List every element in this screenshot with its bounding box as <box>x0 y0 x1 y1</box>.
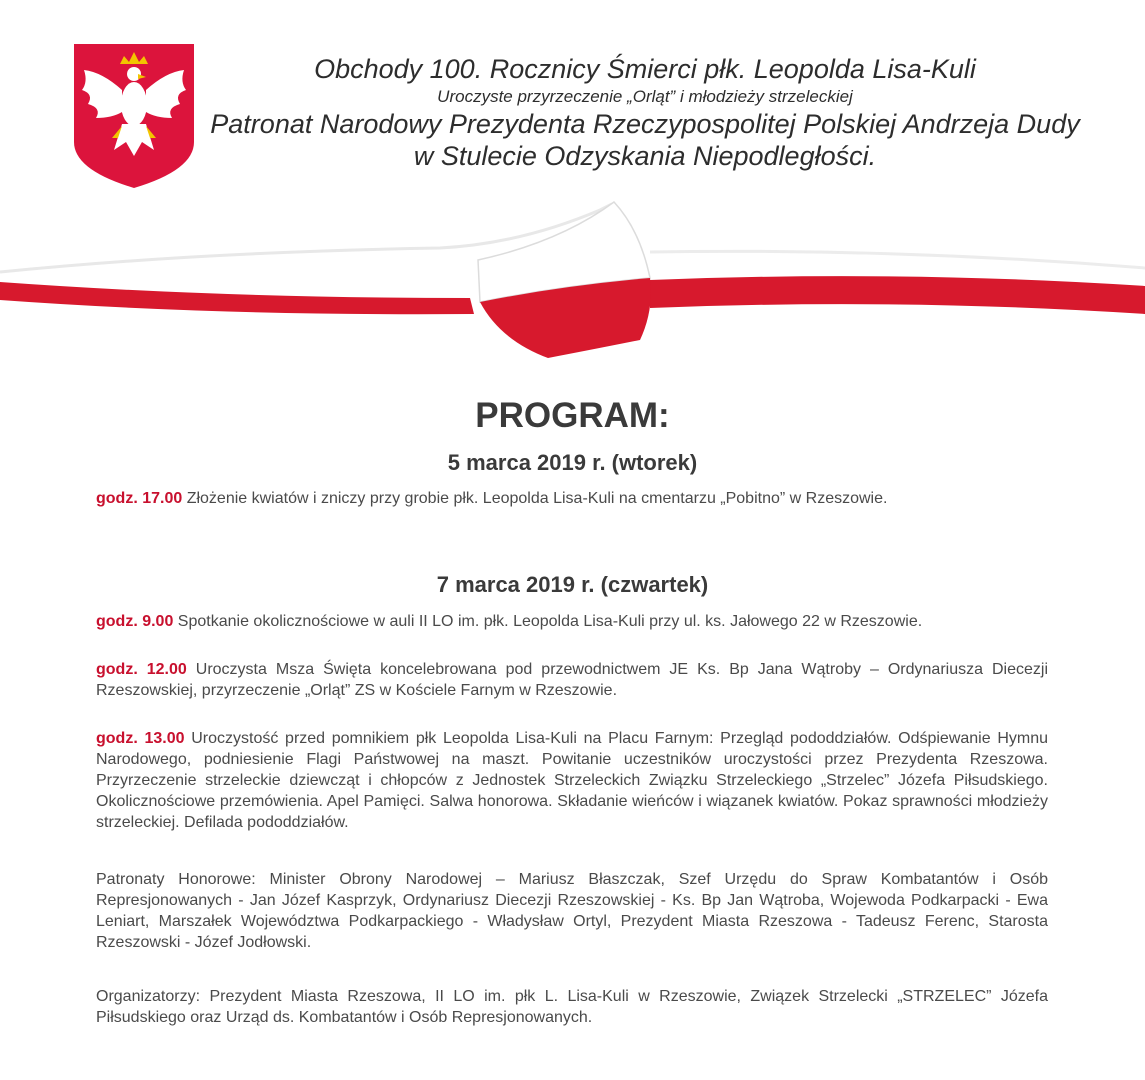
flag-ribbon-graphic <box>0 190 1145 380</box>
event-item <box>96 659 1048 701</box>
event-time: godz. 17.00 <box>96 490 183 507</box>
event-time: godz. 9.00 <box>96 613 174 630</box>
header-title: Obchody 100. Rocznicy Śmierci płk. Leopolda Lisa-Kuli <box>314 54 976 84</box>
polish-eagle-emblem-icon <box>72 42 196 190</box>
header-centenary: w Stulecie Odzyskania Niepodległości. <box>413 141 877 171</box>
event-time: godz. 12.00 <box>96 661 187 678</box>
organizers: Organizatorzy: Prezydent Miasta Rzeszowa, II LO im. płk L. Lisa-Kuli w Rzeszowie, Związek Strzelecki „STRZELEC” Józefa Piłsudskiego oraz Urząd ds. Kombatantów i Osób Represjonowanych. <box>96 988 1048 1026</box>
header-subtitle: Uroczyste przyrzeczenie „Orląt” i młodzieży strzeleckiej <box>437 87 853 106</box>
event-header <box>200 52 1090 172</box>
event-description: Uroczysta Msza Święta koncelebrowana pod przewodnictwem JE Ks. Bp Jana Wątroby – Ordynariusza Diecezji Rzeszowskiej, przyrzeczenie „Orląt” ZS w Kościele Farnym w Rzeszowie. <box>96 661 1049 699</box>
day-1-title: 5 marca 2019 r. (wtorek) <box>447 450 698 475</box>
event-item <box>96 488 1048 509</box>
event-item <box>96 728 1048 833</box>
event-description: Spotkanie okolicznościowe w auli II LO im. płk. Leopolda Lisa-Kuli przy ul. ks. Jałowego 22 w Rzeszowie. <box>173 613 923 630</box>
event-description: Złożenie kwiatów i zniczy przy grobie płk. Leopolda Lisa-Kuli na cmentarzu „Pobitno” w Rzeszowie. <box>182 490 888 507</box>
event-time: godz. 13.00 <box>96 730 185 747</box>
honorary-patronage: Patronaty Honorowe: Minister Obrony Narodowej – Mariusz Błaszczak, Szef Urzędu do Spraw Kombatantów i Osób Represjonowanych - Jan Józef Kasprzyk, Ordynariusz Diecezji Rzeszowskiej - Ks. Bp Jan Wątroba, Wojewoda Podkarpacki - Ewa Leniart, Marszałek Województwa Podkarpackiego - Władysław Ortyl, Prezydent Miasta Rzeszowa - Tadeusz Ferenc, Starosta Rzeszowski - Józef Jodłowski. <box>96 871 1048 951</box>
header-patronage: Patronat Narodowy Prezydenta Rzeczypospolitej Polskiej Andrzeja Dudy <box>210 109 1080 139</box>
event-description: Uroczystość przed pomnikiem płk Leopolda Lisa-Kuli na Placu Farnym: Przegląd pododdziałów. Odśpiewanie Hymnu Narodowego, podniesienie Flagi Państwowej na maszt. Powitanie uczestników uroczystości przez Prezydenta Rzeszowa. Przyrzeczenie strzeleckie dziewcząt i chłopców z Jednostek Strzeleckich Związku Strzeleckiego „Strzelec” Józefa Piłsudskiego. Okolicznościowe przemówienia. Apel Pamięci. Salwa honorowa. Składanie wieńców i wiązanek kwiatów. Pokaz sprawności młodzieży strzeleckiej. Defilada pododdziałów. <box>96 730 1049 831</box>
day-2-title: 7 marca 2019 r. (czwartek) <box>436 572 709 597</box>
program-title: PROGRAM: <box>475 396 670 435</box>
event-item <box>96 611 1048 632</box>
